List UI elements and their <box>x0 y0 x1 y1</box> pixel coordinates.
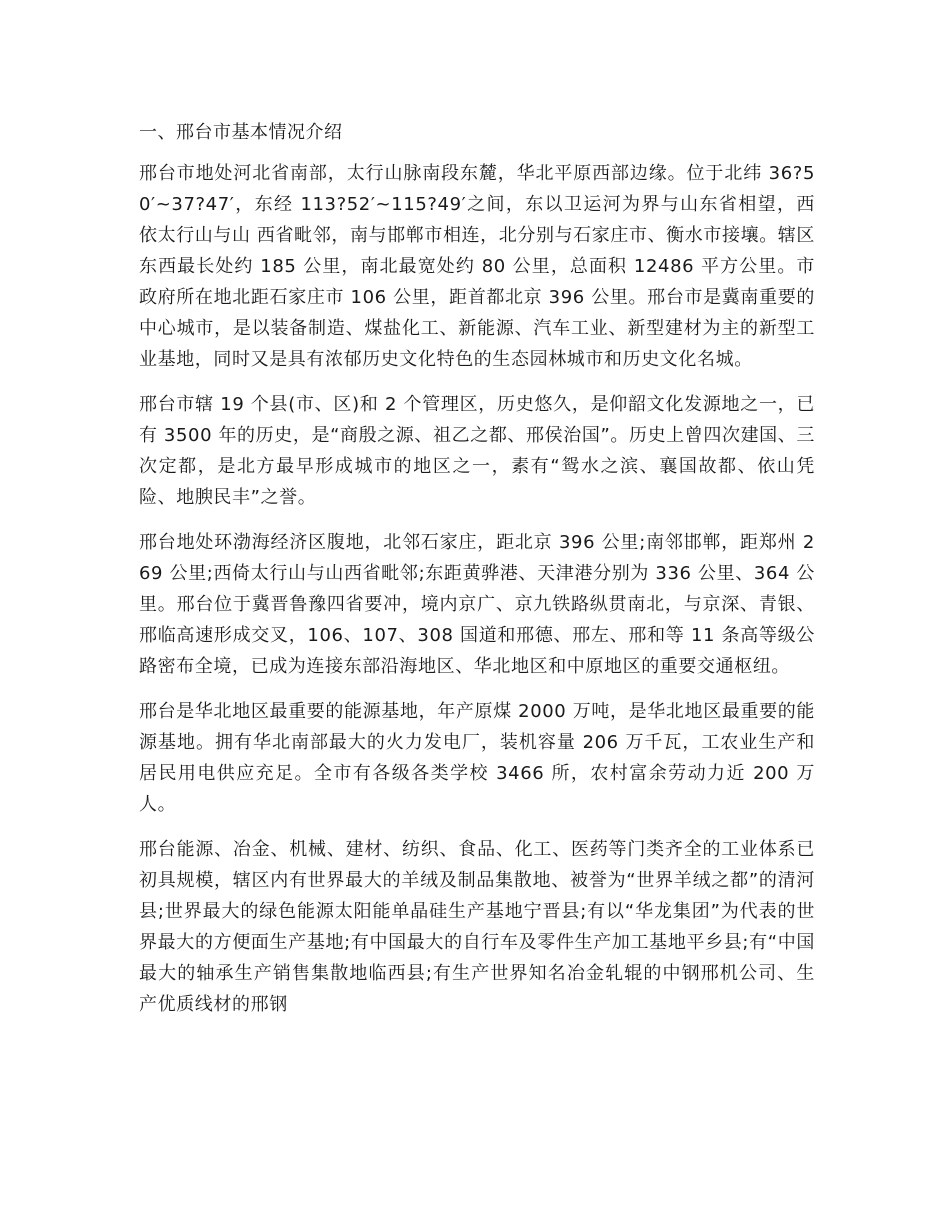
paragraph-location: 邢台市地处河北省南部，太行山脉南段东麓，华北平原西部边缘。位于北纬 36?50′~37?47′，东经 113?52′~115?49′之间，东以卫运河为界与山东省相望，西依太行山与山 西省毗邻，南与邯郸市相连，北分别与石家庄市、衡水市接壤。辖区东西最长处约 185 公里，南北最宽处约 80 公里，总面积 12486 平方公里。市政府所在地北距石家庄市 106 公里，距首都北京 396 公里。邢台市是冀南重要的中心城市，是以装备制造、煤盐化工、新能源、汽车工业、新型建材为主的新型工业基地，同时又是具有浓郁历史文化特色的生态园林城市和历史文化名城。 <box>139 163 815 370</box>
paragraph-industry: 邢台能源、冶金、机械、建材、纺织、食品、化工、医药等门类齐全的工业体系已初具规模，辖区内有世界最大的羊绒及制品集散地、被誉为“世界羊绒之都”的清河县;世界最大的绿色能源太阳能单晶硅生产基地宁晋县;有以“华龙集团”为代表的世界最大的方便面生产基地;有中国最大的自行车及零件生产加工基地平乡县;有“中国最大的轴承生产销售集散地临西县;有生产世界知名冶金轧辊的中钢邢机公司、生产优质线材的邢钢 <box>139 839 815 1015</box>
paragraph-transport: 邢台地处环渤海经济区腹地，北邻石家庄，距北京 396 公里;南邻邯郸，距郑州 269 公里;西倚太行山与山西省毗邻;东距黄骅港、天津港分别为 336 公里、364 公里。邢台位于冀晋鲁豫四省要冲，境内京广、京九铁路纵贯南北，与京深、青银、邢临高速形成交叉，106、107、308 国道和邢德、邢左、邢和等 11 条高等级公路密布全境，已成为连接东部沿海地区、华北地区和中原地区的重要交通枢纽。 <box>139 532 815 677</box>
paragraph-energy: 邢台是华北地区最重要的能源基地，年产原煤 2000 万吨，是华北地区最重要的能源基地。拥有华北南部最大的火力发电厂，装机容量 206 万千瓦，工农业生产和居民用电供应充足。全市有各级各类学校 3466 所，农村富余劳动力近 200 万人。 <box>139 701 815 815</box>
document-page <box>139 117 815 1034</box>
section-heading: 一、邢台市基本情况介绍 <box>139 122 343 143</box>
paragraph-history: 邢台市辖 19 个县(市、区)和 2 个管理区，历史悠久，是仰韶文化发源地之一，已有 3500 年的历史，是“商殷之源、祖乙之都、邢侯治国”。历史上曾四次建国、三次定都，是北方最早形成城市的地区之一，素有“鸳水之滨、襄国故都、依山凭险、地腴民丰”之誉。 <box>139 394 815 508</box>
